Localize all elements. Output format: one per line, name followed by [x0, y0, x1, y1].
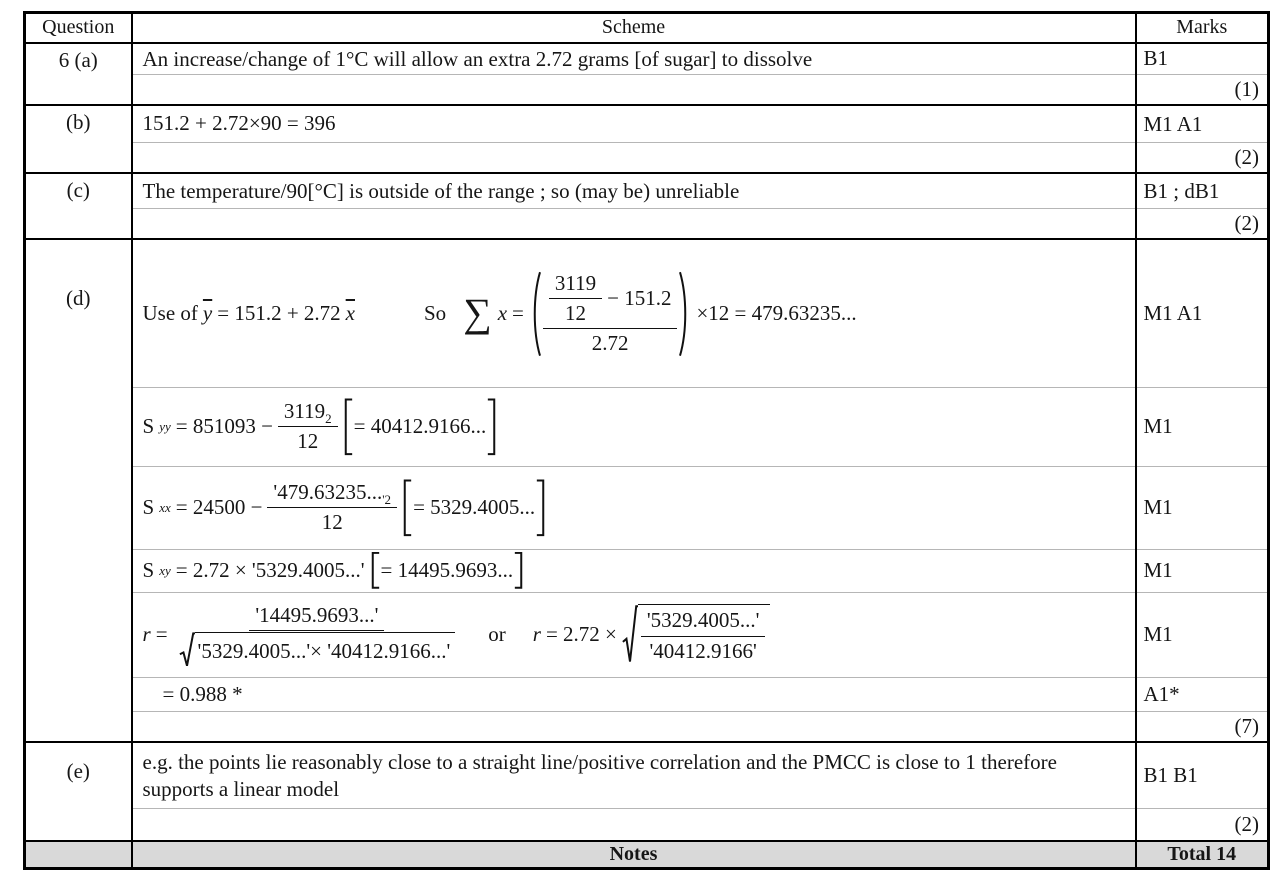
marks-syy: M1: [1136, 387, 1269, 466]
left-bracket-icon: [370, 552, 381, 589]
radicand: '5329.4005...'× '40412.9166...': [195, 632, 456, 668]
numerator-row: [549, 270, 672, 328]
x-bar-symbol: $\overline{x}$: [345, 300, 355, 325]
r2-numerator: '5329.4005...': [641, 607, 766, 636]
marks-e: B1 B1: [1136, 742, 1269, 809]
scheme-eq-sxx: [132, 466, 1136, 549]
scheme-eq-r: [132, 592, 1136, 677]
sigma-variable: x: [497, 300, 508, 325]
s-symbol: S: [142, 414, 155, 439]
scheme-spacer-c: [132, 209, 1136, 240]
subtotal-b: (2): [1136, 142, 1269, 173]
syy-numerator: [278, 398, 338, 427]
subtotal-d: (7): [1136, 711, 1269, 742]
syy-inside: = 40412.9166...: [353, 414, 487, 439]
sxx-inside: = 5329.4005...: [413, 495, 536, 520]
eq-d1-tail: ×12 = 479.63235...: [696, 300, 857, 325]
y-bar-symbol: $\overline{y}$: [202, 300, 213, 325]
equals-sign: =: [512, 300, 524, 325]
equation-sxy: [143, 552, 1125, 589]
sigma-symbol: ∑: [463, 290, 492, 336]
outer-fraction: [543, 270, 678, 358]
scheme-spacer-b: [132, 142, 1136, 173]
equation-sxx: [143, 479, 1125, 537]
sxx-exponent: '2: [382, 492, 392, 508]
right-paren-icon: [677, 270, 691, 358]
header-marks: Marks: [1136, 13, 1269, 43]
syy-exponent: 2: [325, 411, 332, 427]
notes-label: Notes: [132, 841, 1136, 869]
scheme-eq-b: 151.2 + 2.72×90 = 396: [132, 105, 1136, 142]
equation-syy: [143, 398, 1125, 456]
subtotal-e: (2): [1136, 809, 1269, 841]
syy-subscript: yy: [159, 419, 171, 435]
header-scheme: Scheme: [132, 13, 1136, 43]
r-symbol: r: [142, 622, 151, 647]
marks-result: A1*: [1136, 677, 1269, 711]
equation-d1: [143, 270, 1125, 358]
scheme-text-e: e.g. the points lie reasonably close to a straight line/positive correlation and the PMCC is close to 1 therefore supports a linear model: [132, 742, 1136, 809]
equation-r: [143, 602, 1125, 668]
scheme-eq-syy: [132, 387, 1136, 466]
question-label-e: (e): [25, 742, 132, 841]
sxy-subscript: xy: [159, 563, 171, 579]
r-numerator: '14495.9693...': [249, 602, 384, 631]
inner-denominator: 12: [564, 300, 586, 325]
question-label-d: (d): [25, 239, 132, 742]
radicand-fraction-wrap: [638, 604, 771, 665]
inner-numerator: 3119: [549, 270, 602, 299]
right-bracket-icon: [513, 552, 524, 589]
marks-6a: B1: [1136, 43, 1269, 75]
question-label-c: (c): [25, 173, 132, 240]
r-fraction: [173, 602, 462, 668]
marks-r: M1: [1136, 592, 1269, 677]
sxx-num-value: '479.63235...: [273, 479, 383, 504]
scheme-text-6a: An increase/change of 1°C will allow an extra 2.72 grams [of sugar] to dissolve: [132, 43, 1136, 75]
r-denominator: [173, 631, 462, 668]
left-bracket-icon: [402, 479, 413, 537]
eq-d1-mid: = 151.2 + 2.72: [217, 300, 341, 325]
right-bracket-icon: [535, 479, 546, 537]
subtotal-c: (2): [1136, 209, 1269, 240]
r2-fraction: [641, 607, 766, 665]
syy-num-value: 3119: [283, 398, 326, 423]
syy-lead: = 851093 −: [175, 414, 273, 439]
sxx-denominator: 12: [321, 510, 343, 535]
r-symbol: r: [532, 622, 541, 647]
left-paren-icon: [529, 270, 543, 358]
scheme-spacer-6a: [132, 74, 1136, 105]
scheme-spacer-e: [132, 809, 1136, 841]
marks-sxx: M1: [1136, 466, 1269, 549]
use-of-label: Use of: [142, 300, 198, 325]
marks-sxy: M1: [1136, 549, 1269, 592]
syy-fraction: [278, 398, 338, 456]
sxy-inside: = 14495.9693...: [380, 558, 514, 583]
question-label-b: (b): [25, 105, 132, 173]
footer-question-cell: [25, 841, 132, 869]
sxx-lead: = 24500 −: [175, 495, 263, 520]
r2-sqrt: [622, 604, 771, 665]
or-label: or: [488, 622, 506, 647]
s-symbol: S: [142, 558, 155, 583]
sxx-bracketed-value: [402, 479, 546, 537]
syy-bracketed-value: [343, 398, 498, 456]
scheme-eq-sxy: [132, 549, 1136, 592]
equals-sign: =: [155, 622, 168, 647]
scheme-eq-result: = 0.988 *: [132, 677, 1136, 711]
scheme-spacer-d: [132, 711, 1136, 742]
scheme-eq-d1: [132, 239, 1136, 387]
right-bracket-icon: [486, 398, 497, 456]
sxx-numerator: [267, 479, 397, 508]
r2-lead: = 2.72 ×: [545, 622, 617, 647]
r2-denominator: '40412.9166': [649, 638, 757, 663]
subtotal-6a: (1): [1136, 74, 1269, 105]
outer-numerator: [543, 270, 678, 330]
radical-icon: [622, 604, 638, 665]
sxy-bracketed-value: [370, 552, 525, 589]
question-label-6a: 6 (a): [25, 43, 132, 106]
r-denominator-sqrt: [179, 632, 456, 668]
radical-icon: [179, 632, 195, 668]
mark-scheme-table: [23, 11, 1270, 870]
so-label: So: [424, 300, 447, 325]
marks-c: B1 ; dB1: [1136, 173, 1269, 209]
parenthesized-fraction: [529, 270, 692, 358]
s-symbol: S: [142, 495, 155, 520]
header-question: Question: [25, 13, 132, 43]
inner-fraction: [549, 270, 602, 328]
total-marks-label: Total 14: [1136, 841, 1269, 869]
sxx-subscript: xx: [159, 500, 171, 516]
left-bracket-icon: [343, 398, 354, 456]
outer-denominator: 2.72: [591, 331, 629, 356]
sxx-fraction: [267, 479, 397, 537]
marks-d1: M1 A1: [1136, 239, 1269, 387]
syy-denominator: 12: [297, 429, 319, 454]
scheme-text-c: The temperature/90[°C] is outside of the range ; so (may be) unreliable: [132, 173, 1136, 209]
marks-b: M1 A1: [1136, 105, 1269, 142]
sxy-body: = 2.72 × '5329.4005...': [175, 558, 365, 583]
minus-term: − 151.2: [607, 285, 672, 310]
